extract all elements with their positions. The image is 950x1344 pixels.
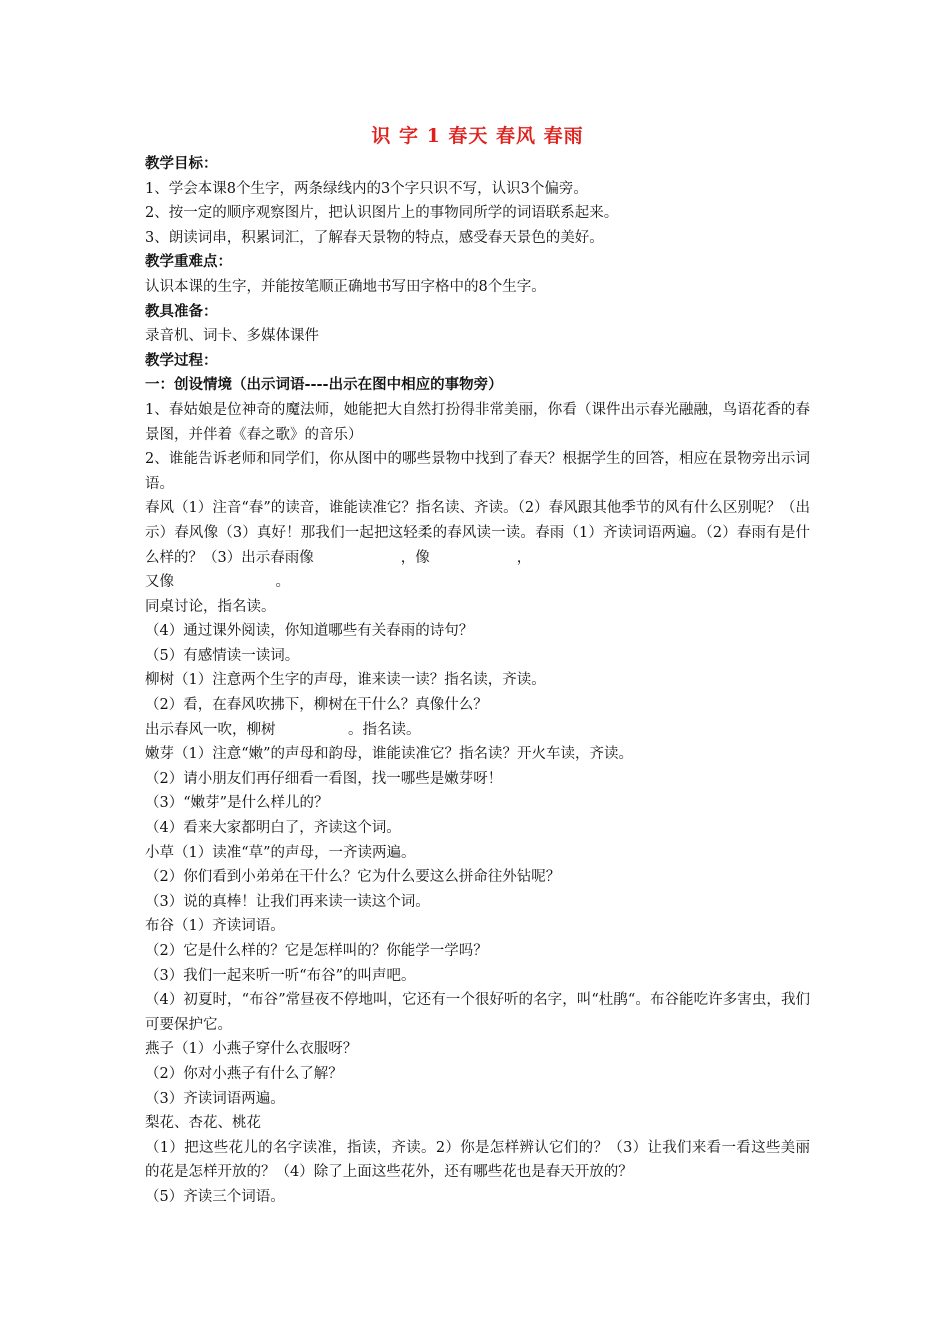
document-page (145, 122, 810, 1210)
body-paragraph: 2、按一定的顺序观察图片，把认识图片上的事物同所学的词语联系起来。 (145, 205, 619, 222)
body-paragraph: 3、朗读词串，积累词汇，了解春天景物的特点，感受春天景色的美好。 (145, 229, 604, 246)
body-paragraph: 1、学会本课8个生字，两条绿线内的3个字只识不写，认识3个偏旁。 (145, 180, 588, 197)
body-paragraph: 认识本课的生字，并能按笔顺正确地书写田字格中的8个生字。 (145, 278, 546, 295)
body-paragraph: 又像 。 (145, 574, 290, 591)
body-paragraph: 小草（1）读准“草”的声母，一齐读两遍。 (145, 844, 416, 861)
body-paragraph: 布谷（1）齐读词语。 (145, 918, 285, 935)
body-paragraph: （5）齐读三个词语。 (145, 1188, 285, 1205)
body-paragraph: （2）它是什么样的？它是怎样叫的？你能学一学吗？ (145, 943, 488, 959)
body-paragraph: 2、谁能告诉老师和同学们，你从图中的哪些景物中找到了春天？根据学生的回答，相应在景物旁出示词语。 (145, 451, 810, 492)
body-paragraph: （3）说的真棒！让我们再来读一读这个词。 (145, 893, 430, 910)
body-paragraph: （5）有感情读一读词。 (145, 647, 300, 664)
body-paragraph: （1）把这些花儿的名字读准，指读，齐读。2）你是怎样辨认它们的？（3）让我们来看一看这些美丽的花是怎样开放的？（4）除了上面这些花外，还有哪些花也是春天开放的？ (145, 1139, 810, 1181)
body-paragraph: 出示春风一吹，柳树 。指名读。 (145, 721, 421, 738)
section-heading: 教具准备： (145, 302, 218, 320)
body-paragraph: 嫩芽（1）注意“嫩”的声母和韵母，谁能读准它？指名读？开火车读，齐读。 (145, 746, 634, 763)
body-paragraph: 1、春姑娘是位神奇的魔法师，她能把大自然打扮得非常美丽，你看（课件出示春光融融，鸟语花香的春景图，并伴着《春之歌》的音乐） (145, 401, 810, 443)
body-paragraph: （3）齐读词语两遍。 (145, 1090, 285, 1107)
body-paragraph: 录音机、词卡、多媒体课件 (145, 328, 319, 345)
body-paragraph: （4）初夏时，“布谷”常昼夜不停地叫，它还有一个很好听的名字，叫“杜鹃“。布谷能吃许多害虫，我们可要保护它。 (145, 992, 810, 1033)
body-paragraph: （2）请小朋友们再仔细看一看图，找一哪些是嫩芽呀！ (145, 770, 503, 787)
section-heading: 一：创设情境（出示词语----出示在图中相应的事物旁） (145, 376, 503, 394)
body-paragraph: 柳树（1）注意两个生字的声母，谁来读一读？指名读，齐读。 (145, 672, 546, 689)
body-paragraph: （2）看，在春风吹拂下，柳树在干什么？真像什么？ (145, 697, 488, 714)
body-paragraph: （4）通过课外阅读，你知道哪些有关春雨的诗句？ (145, 623, 474, 640)
body-paragraph: （2）你对小燕子有什么了解？ (145, 1065, 343, 1082)
body-paragraph: （3）“嫩芽”是什么样儿的？ (145, 795, 329, 812)
body-paragraph: （4）看来大家都明白了，齐读这个词。 (145, 820, 401, 837)
body-paragraph: 燕子（1）小燕子穿什么衣服呀？ (145, 1041, 358, 1058)
body-paragraph: 同桌讨论，指名读。 (145, 598, 276, 615)
section-heading: 教学重难点： (145, 253, 232, 271)
section-heading: 教学过程： (145, 351, 218, 369)
body-paragraph: 梨花、杏花、桃花 (145, 1115, 261, 1132)
section-heading: 教学目标： (145, 155, 218, 172)
document-body (145, 152, 810, 1210)
body-paragraph: （3）我们一起来听一听“布谷”的叫声吧。 (145, 967, 416, 984)
body-paragraph: 春风（1）注音“春”的读音，谁能读准它？指名读、齐读。（2）春风跟其他季节的风有什么区别呢？（出示）春风像（3）真好！那我们一起把这轻柔的春风读一读。春雨（1）齐读词语两遍。（2）春雨有是什么样的？（3）出示春雨像 ，像 ， (145, 500, 810, 566)
document-title: 识 字 1 春天 春风 春雨 (371, 125, 584, 147)
body-paragraph: （2）你们看到小弟弟在干什么？它为什么要这么拼命往外钻呢？ (145, 869, 561, 886)
